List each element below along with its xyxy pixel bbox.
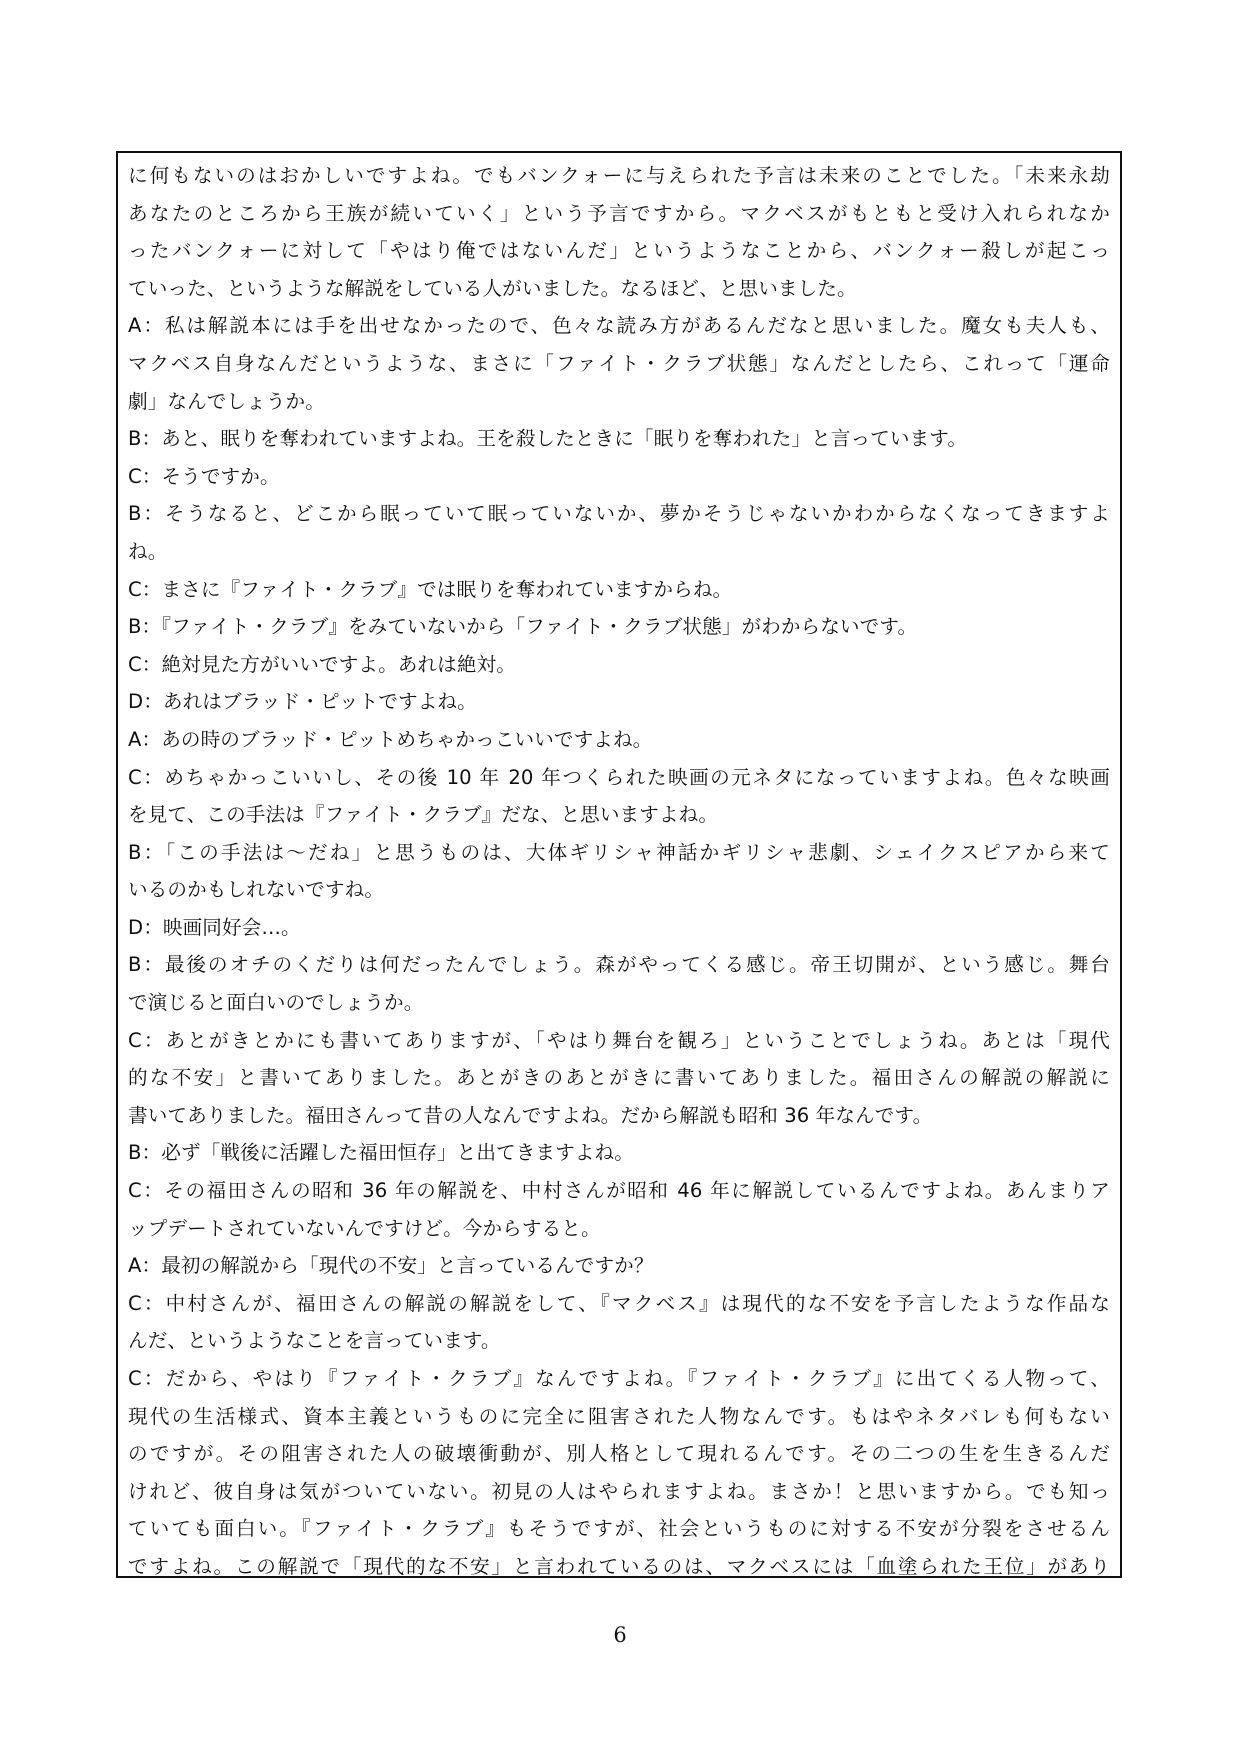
text-line: 的な不安」と書いてありました。あとがきのあとがきに書いてありました。福田さんの解説の解説に — [128, 1066, 1110, 1090]
text-line: 現代の生活様式、資本主義というものに完全に阻害された人物なんです。もはやネタバレも何もない — [128, 1404, 1110, 1428]
text-line: B：あと、眠りを奪われていますよね。王を殺したときに「眠りを奪われた」と言っています。 — [128, 427, 968, 451]
text-line: C：そうですか。 — [128, 464, 280, 488]
text-line: けれど、彼自身は気がついていない。初見の人はやられますよね。まさか！と思いますから。でも知っ — [128, 1479, 1110, 1503]
text-line: ていても面白い。『ファイト・クラブ』もそうですが、社会というものに対する不安が分裂をさせるん — [128, 1517, 1110, 1541]
text-line: ですよね。この解説で「現代的な不安」と言われているのは、マクベスには「血塗られた王位」があり — [128, 1554, 1110, 1578]
transcript-box — [116, 151, 1122, 1578]
text-line: あなたのところから王族が続いていく」という予言ですから。マクベスがもともと受け入れられなか — [128, 201, 1110, 225]
text-line: ね。 — [128, 539, 168, 563]
text-line: ていった、というような解説をしている人がいました。なるほど、と思いました。 — [128, 276, 857, 300]
text-line: A：あの時のブラッド・ピットめちゃかっこいいですよね。 — [128, 727, 653, 751]
text-line: B：そうなると、どこから眠っていて眠っていないか、夢かそうじゃないかわからなくなってきますよ — [128, 502, 1110, 526]
text-line: C：その福田さんの昭和 36 年の解説を、中村さんが昭和 46 年に解説しているんですよね。あんまりア — [128, 1179, 1110, 1203]
text-line: A：最初の解説から「現代の不安」と言っているんですか？ — [128, 1254, 654, 1278]
text-line: 書いてありました。福田さんって昔の人なんですよね。だから解説も昭和 36 年なんです。 — [128, 1103, 933, 1127]
text-line: いるのかもしれないですね。 — [128, 878, 385, 902]
text-line: B：最後のオチのくだりは何だったんでしょう。森がやってくる感じ。帝王切開が、という感じ。舞台 — [128, 953, 1110, 977]
text-line: C：あとがきとかにも書いてありますが、「やはり舞台を観ろ」ということでしょうね。あとは「現代 — [128, 1028, 1110, 1052]
text-line: B：「この手法は～だね」と思うものは、大体ギリシャ神話かギリシャ悲劇、シェイクスピアから来て — [128, 840, 1110, 864]
text-line: C：中村さんが、福田さんの解説の解説をして、『マクベス』は現代的な不安を予言したような作品な — [128, 1291, 1110, 1315]
text-line: で演じると面白いのでしょうか。 — [128, 991, 424, 1015]
text-line: D：映画同好会…。 — [128, 915, 301, 939]
text-line: のですが。その阻害された人の破壊衝動が、別人格として現れるんです。その二つの生を生きるんだ — [128, 1442, 1110, 1466]
text-line: ップデートされていないんですけど。今からすると。 — [128, 1216, 601, 1240]
text-line: B：必ず「戦後に活躍した福田恒存」と出てきますよね。 — [128, 1141, 634, 1165]
text-line: マクベス自身なんだというような、まさに「ファイト・クラブ状態」なんだとしたら、これって「運命 — [128, 351, 1110, 375]
text-line: A：私は解説本には手を出せなかったので、色々な読み方があるんだなと思いました。魔女も夫人も、 — [128, 314, 1110, 338]
text-line: を見て、この手法は『ファイト・クラブ』だな、と思いますよね。 — [128, 803, 719, 827]
text-line: 劇」なんでしょうか。 — [128, 389, 325, 413]
text-line: D：あれはブラッド・ピットですよね。 — [128, 690, 477, 714]
text-line: C：絶対見た方がいいですよ。あれは絶対。 — [128, 652, 516, 676]
text-line: B：『ファイト・クラブ』をみていないから「ファイト・クラブ状態」がわからないです。 — [128, 615, 918, 639]
page-number: 6 — [613, 1623, 627, 1647]
text-line: に何もないのはおかしいですよね。でもバンクォーに与えられた予言は未来のことでした。「未来永劫 — [128, 164, 1110, 187]
text-line: C：めちゃかっこいいし、その後 10 年 20 年つくられた映画の元ネタになっていますよね。色々な映画 — [128, 765, 1110, 789]
text-line: C：だから、やはり『ファイト・クラブ』なんですよね。『ファイト・クラブ』に出てくる人物って、 — [128, 1367, 1110, 1390]
text-line: C：まさに『ファイト・クラブ』では眠りを奪われていますからね。 — [128, 577, 733, 601]
text-line: んだ、というようなことを言っています。 — [128, 1329, 501, 1353]
text-line: ったバンクォーに対して「やはり俺ではないんだ」というようなことから、バンクォー殺しが起こっ — [128, 239, 1110, 263]
